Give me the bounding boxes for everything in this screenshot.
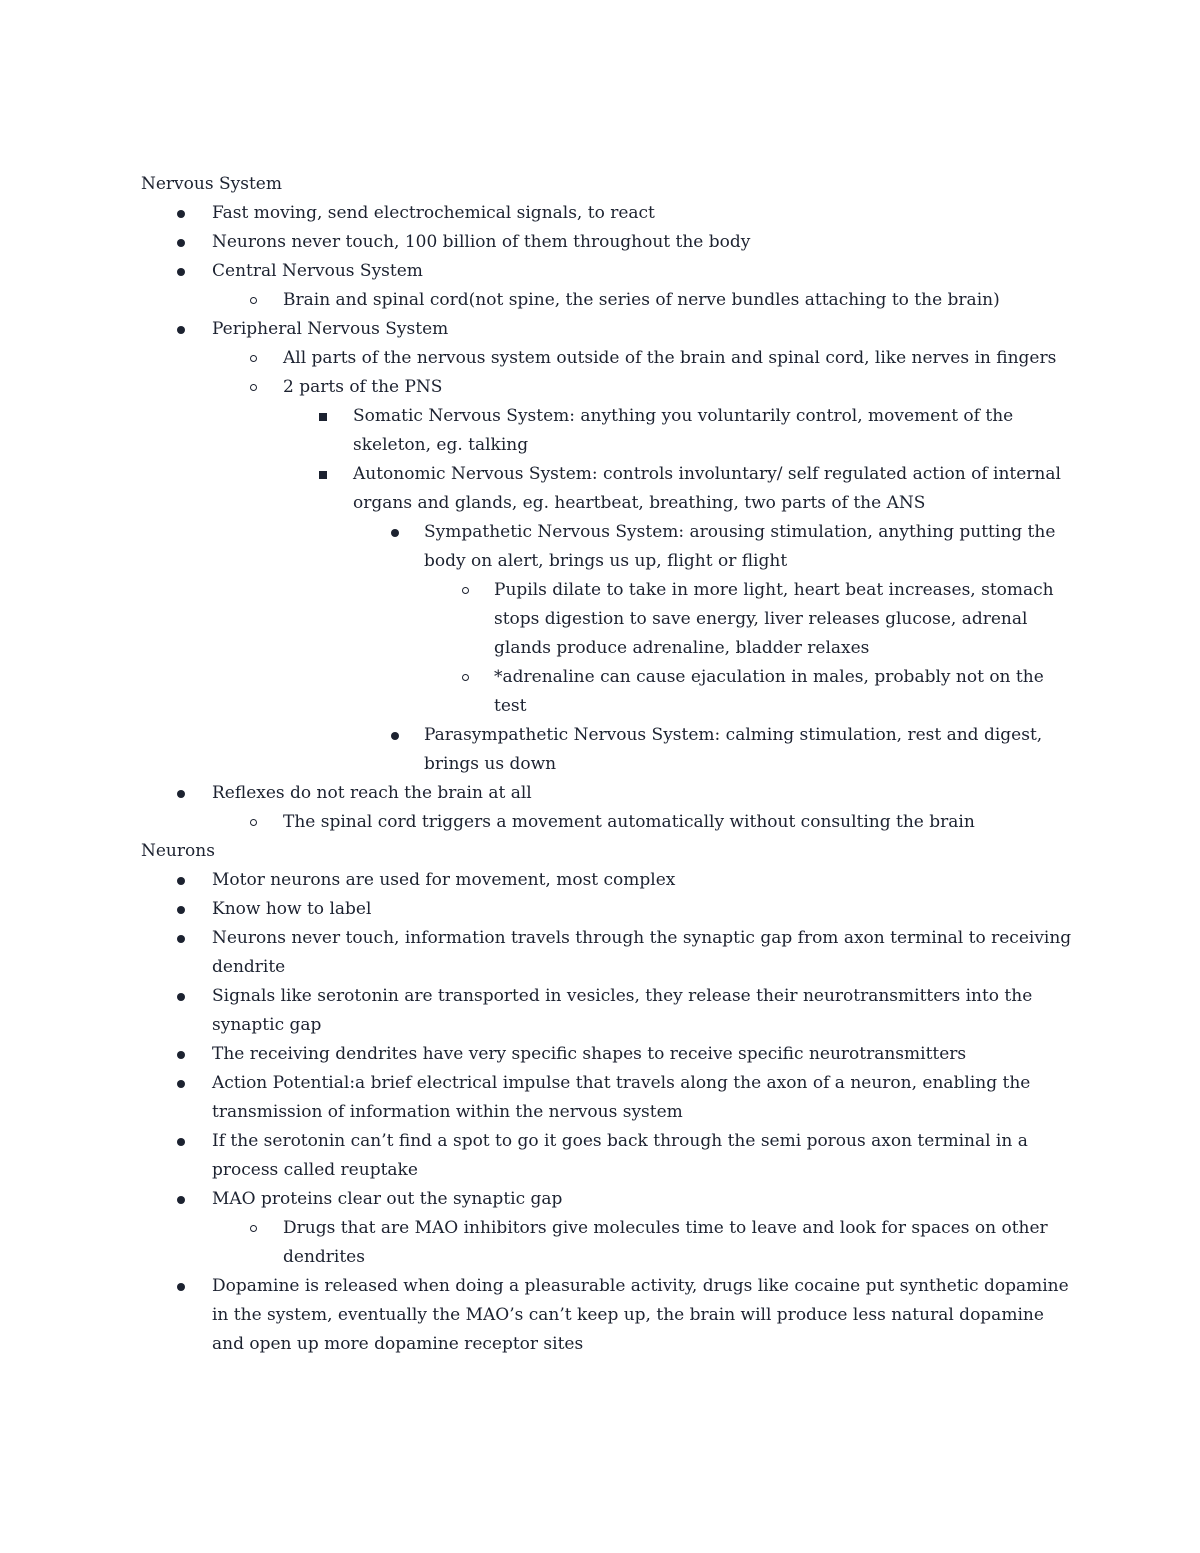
list-item-text: Neurons never touch, 100 billion of them throughout the body bbox=[212, 232, 751, 252]
list-item bbox=[141, 460, 1081, 518]
list-item-text: Sympathetic Nervous System: arousing stimulation, anything putting the body on alert, brings us up, flight or flight bbox=[424, 522, 1056, 571]
list-item bbox=[141, 344, 1081, 373]
list-item-text: Pupils dilate to take in more light, heart beat increases, stomach stops digestion to save energy, liver releases glucose, adrenal glands produce adrenaline, bladder relaxes bbox=[494, 580, 1054, 658]
list-item bbox=[141, 286, 1081, 315]
list-item bbox=[141, 866, 1081, 895]
filled-bullet-icon bbox=[171, 866, 191, 895]
list-item bbox=[141, 315, 1081, 344]
filled-bullet-icon bbox=[171, 1069, 191, 1098]
filled-bullet-icon bbox=[171, 1127, 191, 1156]
list-item-text: Know how to label bbox=[212, 899, 372, 919]
filled-bullet-icon bbox=[171, 924, 191, 953]
list-item-text: Reflexes do not reach the brain at all bbox=[212, 783, 532, 803]
filled-bullet-icon bbox=[385, 721, 405, 750]
list-item bbox=[141, 576, 1081, 663]
list-item-text: 2 parts of the PNS bbox=[283, 377, 443, 397]
filled-bullet-icon bbox=[171, 1272, 191, 1301]
list-item-text: Central Nervous System bbox=[212, 261, 423, 281]
list-item-text: All parts of the nervous system outside of the brain and spinal cord, like nerves in fingers bbox=[283, 348, 1057, 368]
list-item bbox=[141, 721, 1081, 779]
list-item bbox=[141, 518, 1081, 576]
filled-bullet-icon bbox=[171, 199, 191, 228]
notes-body bbox=[141, 170, 1081, 1359]
list-item-text: MAO proteins clear out the synaptic gap bbox=[212, 1189, 563, 1209]
hollow-bullet-icon bbox=[243, 808, 263, 837]
list-item bbox=[141, 1040, 1081, 1069]
hollow-bullet-icon bbox=[243, 286, 263, 315]
list-item-text: Fast moving, send electrochemical signals, to react bbox=[212, 203, 655, 223]
list-item bbox=[141, 1185, 1081, 1214]
list-item bbox=[141, 1214, 1081, 1272]
list-item-text: Somatic Nervous System: anything you voluntarily control, movement of the skeleton, eg. talking bbox=[353, 406, 1014, 455]
list-item-text: Peripheral Nervous System bbox=[212, 319, 449, 339]
list-item bbox=[141, 924, 1081, 982]
list-item bbox=[141, 1069, 1081, 1127]
list-item-text: The receiving dendrites have very specific shapes to receive specific neurotransmitters bbox=[212, 1044, 967, 1064]
list-item bbox=[141, 808, 1081, 837]
list-item-text: Brain and spinal cord(not spine, the series of nerve bundles attaching to the brain) bbox=[283, 290, 1000, 310]
list-item bbox=[141, 982, 1081, 1040]
list-item-text: Parasympathetic Nervous System: calming stimulation, rest and digest, brings us down bbox=[424, 725, 1043, 774]
list-item-text: Signals like serotonin are transported in vesicles, they release their neurotransmitters into the synaptic gap bbox=[212, 986, 1033, 1035]
hollow-bullet-icon bbox=[455, 663, 475, 692]
list-item bbox=[141, 199, 1081, 228]
list-item-text: Motor neurons are used for movement, most complex bbox=[212, 870, 676, 890]
list-item bbox=[141, 895, 1081, 924]
list-item-text: The spinal cord triggers a movement automatically without consulting the brain bbox=[283, 812, 975, 832]
filled-bullet-icon bbox=[171, 895, 191, 924]
section-heading: Nervous System bbox=[141, 174, 282, 194]
filled-bullet-icon bbox=[171, 982, 191, 1011]
square-bullet-icon bbox=[313, 460, 333, 489]
list-item bbox=[141, 257, 1081, 286]
filled-bullet-icon bbox=[171, 315, 191, 344]
filled-bullet-icon bbox=[171, 779, 191, 808]
list-item bbox=[141, 228, 1081, 257]
list-item-text: *adrenaline can cause ejaculation in males, probably not on the test bbox=[494, 667, 1044, 716]
list-item-text: Autonomic Nervous System: controls involuntary/ self regulated action of internal organs and glands, eg. heartbeat, breathing, two parts of the ANS bbox=[353, 464, 1061, 513]
filled-bullet-icon bbox=[171, 1040, 191, 1069]
list-item-text: Action Potential:a brief electrical impulse that travels along the axon of a neuron, enabling the transmission of information within the nervous system bbox=[212, 1073, 1031, 1122]
hollow-bullet-icon bbox=[243, 344, 263, 373]
list-item bbox=[141, 373, 1081, 402]
hollow-bullet-icon bbox=[243, 373, 263, 402]
list-item-text: Neurons never touch, information travels through the synaptic gap from axon terminal to receiving dendrite bbox=[212, 928, 1072, 977]
list-item bbox=[141, 402, 1081, 460]
list-item bbox=[141, 663, 1081, 721]
list-item-text: Drugs that are MAO inhibitors give molecules time to leave and look for spaces on other dendrites bbox=[283, 1218, 1048, 1267]
list-item-text: If the serotonin can’t find a spot to go it goes back through the semi porous axon terminal in a process called reuptake bbox=[212, 1131, 1028, 1180]
filled-bullet-icon bbox=[171, 1185, 191, 1214]
hollow-bullet-icon bbox=[243, 1214, 263, 1243]
list-item-text: Dopamine is released when doing a pleasurable activity, drugs like cocaine put synthetic dopamine in the system, eventually the MAO’s can’t keep up, the brain will produce less natural dopamine and open up more dopamine receptor sites bbox=[212, 1276, 1069, 1354]
list-item bbox=[141, 1127, 1081, 1185]
section-heading: Neurons bbox=[141, 841, 215, 861]
filled-bullet-icon bbox=[385, 518, 405, 547]
hollow-bullet-icon bbox=[455, 576, 475, 605]
filled-bullet-icon bbox=[171, 257, 191, 286]
list-item bbox=[141, 1272, 1081, 1359]
square-bullet-icon bbox=[313, 402, 333, 431]
filled-bullet-icon bbox=[171, 228, 191, 257]
list-item bbox=[141, 779, 1081, 808]
